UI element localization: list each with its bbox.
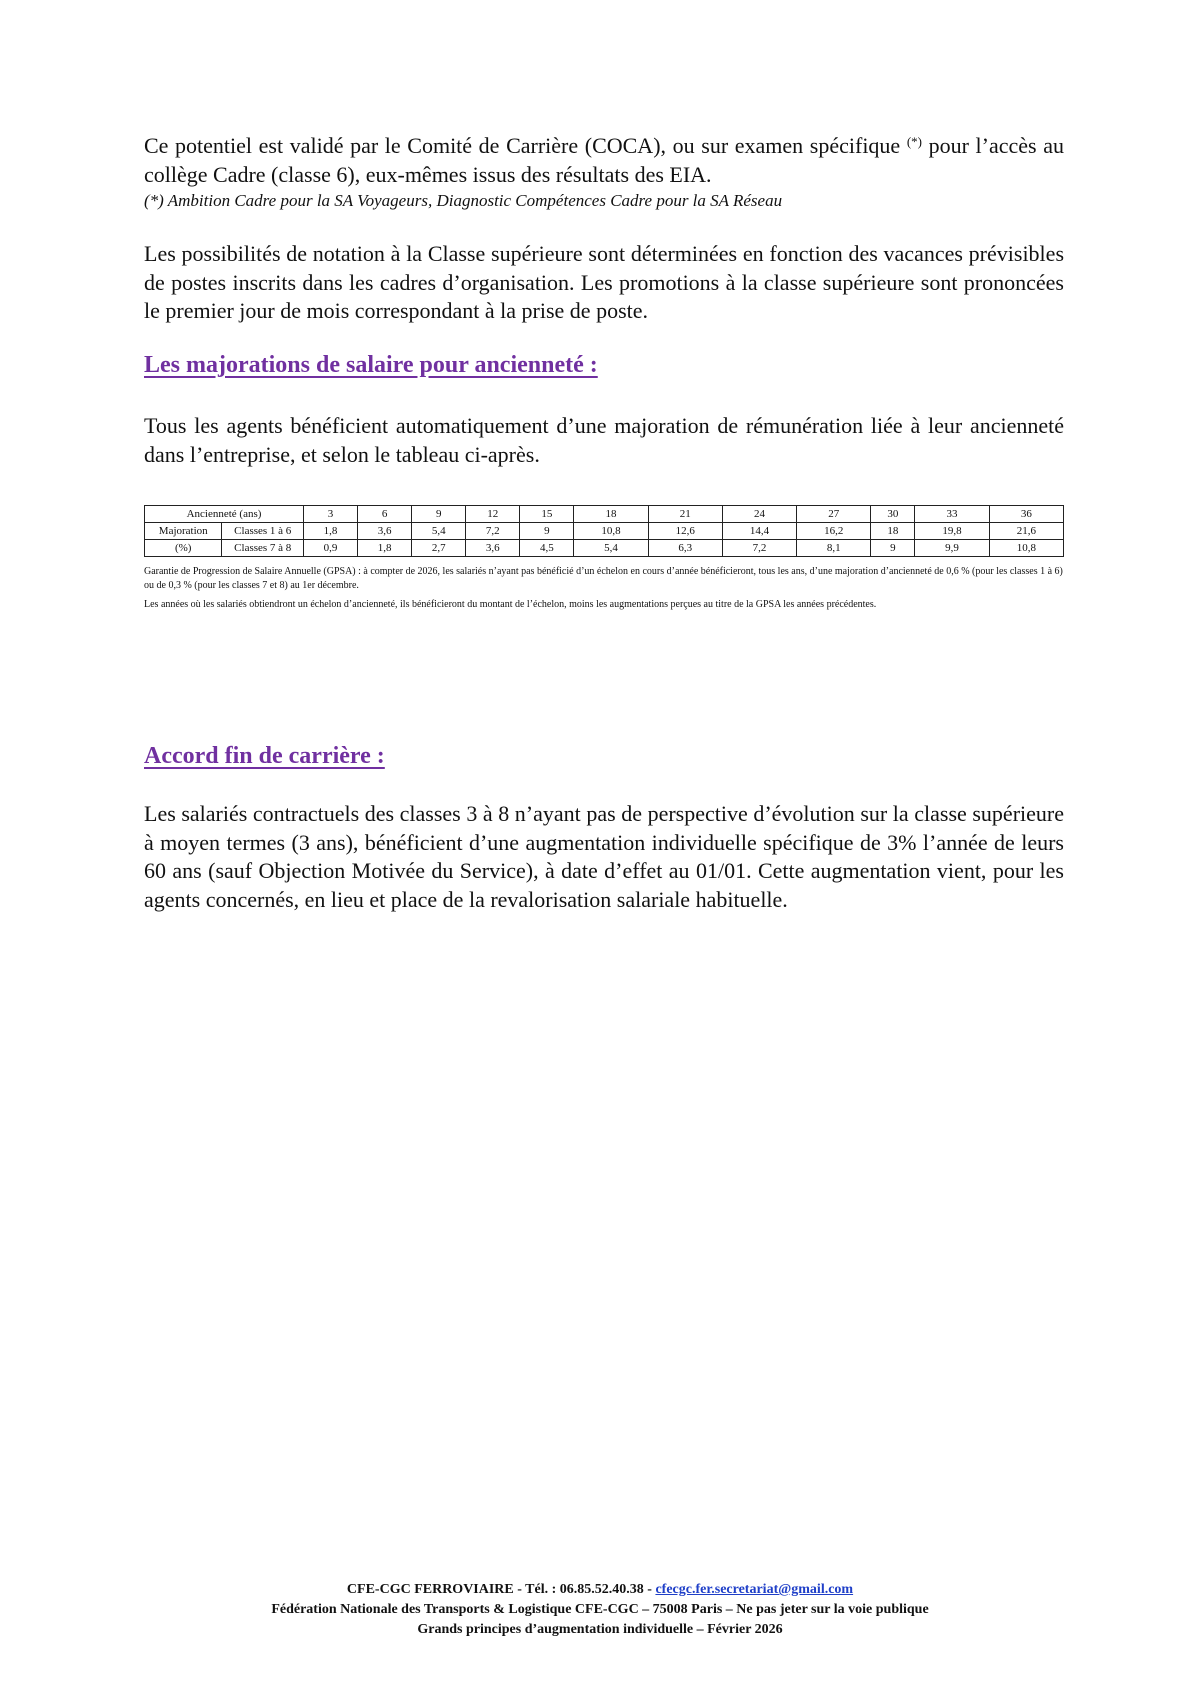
value-cell: 0,9 <box>304 540 358 557</box>
year-cell: 9 <box>412 506 466 523</box>
value-cell: 14,4 <box>722 523 796 540</box>
value-cell: 1,8 <box>304 523 358 540</box>
table-header-row <box>145 506 1064 523</box>
value-cell: 8,1 <box>797 540 871 557</box>
value-cell: 9,9 <box>915 540 989 557</box>
year-cell: 18 <box>574 506 648 523</box>
year-cell: 21 <box>648 506 722 523</box>
value-cell: 3,6 <box>358 523 412 540</box>
notation-paragraph: Les possibilités de notation à la Classe supérieure sont déterminées en fonction des vacances prévisibles de postes inscrits dans les cadres d’organisation. Les promotions à la classe supérieure sont prononcées le premier jour de mois correspondant à la prise de poste. <box>144 241 1064 323</box>
value-cell: 6,3 <box>648 540 722 557</box>
footer-contact-text: CFE-CGC FERROVIAIRE - Tél. : 06.85.52.40.38 - <box>346 1582 656 1597</box>
year-cell: 30 <box>871 506 915 523</box>
value-cell: 4,5 <box>520 540 574 557</box>
year-cell: 24 <box>722 506 796 523</box>
majoration-label-cell: Majoration <box>145 523 222 540</box>
footer-contact-line <box>0 1580 1200 1600</box>
year-cell: 33 <box>915 506 989 523</box>
fin-carriere-heading: Accord fin de carrière : <box>144 743 385 769</box>
coca-text-end: pour l’accès au collège Cadre (classe 6), eux-mêmes issus des résultats des EIA. <box>144 133 1064 187</box>
anciennete-header-cell: Ancienneté (ans) <box>145 506 304 523</box>
year-cell: 3 <box>304 506 358 523</box>
year-cell: 27 <box>797 506 871 523</box>
value-cell: 21,6 <box>989 523 1063 540</box>
value-cell: 5,4 <box>574 540 648 557</box>
value-cell: 9 <box>871 540 915 557</box>
class-label-cell: Classes 7 à 8 <box>222 540 304 557</box>
value-cell: 16,2 <box>797 523 871 540</box>
value-cell: 3,6 <box>466 540 520 557</box>
year-cell: 6 <box>358 506 412 523</box>
year-cell: 36 <box>989 506 1063 523</box>
value-cell: 10,8 <box>989 540 1063 557</box>
table-row <box>145 523 1064 540</box>
majorations-paragraph: Tous les agents bénéficient automatiquement d’une majoration de rémunération liée à leur ancienneté dans l’entreprise, et selon le tableau ci-après. <box>144 413 1064 467</box>
value-cell: 7,2 <box>466 523 520 540</box>
coca-text: Ce potentiel est validé par le Comité de Carrière (COCA), ou sur examen spécifique <box>144 133 907 158</box>
value-cell: 1,8 <box>358 540 412 557</box>
value-cell: 12,6 <box>648 523 722 540</box>
value-cell: 9 <box>520 523 574 540</box>
value-cell: 5,4 <box>412 523 466 540</box>
footer-federation-line: Fédération Nationale des Transports & Logistique CFE-CGC – 75008 Paris – Ne pas jeter sur la voie publique <box>271 1602 929 1617</box>
table-row <box>145 540 1064 557</box>
class-label-cell: Classes 1 à 6 <box>222 523 304 540</box>
footnote: (*) Ambition Cadre pour la SA Voyageurs, Diagnostic Compétences Cadre pour la SA Réseau <box>144 191 783 210</box>
fin-carriere-paragraph: Les salariés contractuels des classes 3 à 8 n’ayant pas de perspective d’évolution sur la classe supérieure à moyen termes (3 ans), bénéficient d’une augmentation individuelle spécifique de 3% l’année de leurs 60 ans (sauf Objection Motivée du Service), à date d’effet au 01/01. Cette augmentation vient, pour les agents concernés, en lieu et place de la revalorisation salariale habituelle. <box>144 801 1064 912</box>
footer-title-line: Grands principes d’augmentation individuelle – Février 2026 <box>417 1622 783 1637</box>
anciennete-table <box>144 505 1064 557</box>
majorations-heading: Les majorations de salaire pour ancienneté : <box>144 352 598 378</box>
footer-email-link[interactable]: cfecgc.fer.secretariat@gmail.com <box>655 1582 854 1597</box>
value-cell: 10,8 <box>574 523 648 540</box>
value-cell: 19,8 <box>915 523 989 540</box>
percent-label-cell: (%) <box>145 540 222 557</box>
footnote-mark: (*) <box>906 134 922 149</box>
year-cell: 15 <box>520 506 574 523</box>
coca-paragraph <box>144 132 1064 189</box>
year-cell: 12 <box>466 506 520 523</box>
value-cell: 2,7 <box>412 540 466 557</box>
value-cell: 7,2 <box>722 540 796 557</box>
gpsa-note: Garantie de Progression de Salaire Annuelle (GPSA) : à compter de 2026, les salariés n’ayant pas bénéficié d’un échelon en cours d’année bénéficieront, tous les ans, d’une majoration d’ancienneté de 0,6 % (pour les classes 1 à 6) ou de 0,3 % (pour les classes 7 et 8) au 1er décembre. <box>144 566 1063 591</box>
value-cell: 18 <box>871 523 915 540</box>
echelon-note: Les années où les salariés obtiendront un échelon d’ancienneté, ils bénéficieront du montant de l’échelon, moins les augmentations perçues au titre de la GPSA les années précédentes. <box>144 599 877 610</box>
